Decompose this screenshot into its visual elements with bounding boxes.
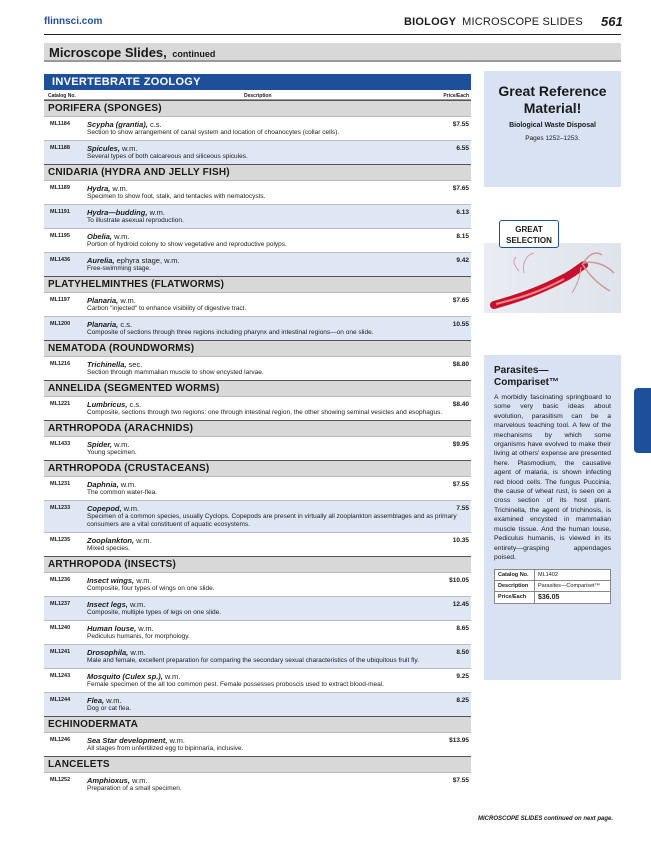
item-price: 7.55 — [456, 505, 469, 512]
group-header: CNIDARIA (HYDRA AND JELLY FISH) — [44, 164, 471, 180]
parasites-table — [494, 569, 611, 604]
item-name: Hydra—budding, w.m. — [87, 208, 165, 217]
item-description: Young specimen. — [87, 449, 137, 456]
catalog-number: ML1244 — [50, 697, 71, 703]
parasites-row-desc: Description Parasites—Compariset™ — [495, 580, 610, 591]
table-row[interactable] — [44, 500, 471, 532]
item-description: Carbon "injected" to enhance visibility of digestive tract. — [87, 305, 247, 312]
item-price: 8.65 — [456, 625, 469, 632]
group-header: ARTHROPODA (ARACHNIDS) — [44, 420, 471, 436]
item-description: Section through mammalian muscle to show encysted larvae. — [87, 369, 264, 376]
item-description: Section to show arrangement of canal system and location of choanocytes (collar cells). — [87, 129, 340, 136]
parasites-title: Parasites—Compariset™ — [494, 365, 560, 388]
group-header: PORIFERA (SPONGES) — [44, 100, 471, 116]
item-price: $7.65 — [452, 185, 469, 192]
item-description: Portion of hydroid colony to show vegetative and reproductive polyps. — [87, 241, 287, 248]
table-row[interactable] — [44, 532, 471, 556]
header-rule — [44, 34, 621, 35]
item-description: To illustrate asexual reproduction. — [87, 217, 184, 224]
table-row[interactable] — [44, 356, 471, 380]
item-description: Composite, four types of wings on one slide. — [87, 585, 215, 592]
selection-panel — [484, 216, 621, 310]
col-price: Price/Each — [443, 93, 469, 99]
reference-pages: Pages 1252–1253. — [525, 135, 580, 142]
item-name: Planaria, w.m. — [87, 296, 136, 305]
item-name: Human louse, w.m. — [87, 624, 154, 633]
parasites-panel — [484, 355, 621, 680]
group-header: PLATYHELMINTHES (FLATWORMS) — [44, 276, 471, 292]
reference-title: Great Reference Material! — [498, 83, 607, 116]
catalog-number: ML1243 — [50, 673, 71, 679]
item-price: 8.15 — [456, 233, 469, 240]
item-description: Composite, sections through two regions: one through intestinal region, the other showing seminal vesicles and esophagus. — [87, 409, 443, 416]
parasites-catalog: ML1402 — [538, 572, 558, 579]
item-price: $7.55 — [452, 777, 469, 784]
item-name: Sea Star development, w.m. — [87, 736, 185, 745]
banner-title: Microscope Slides, continued — [49, 45, 216, 60]
parasites-desc: Parasites—Compariset™ — [538, 583, 601, 590]
table-row[interactable] — [44, 596, 471, 620]
site-url[interactable]: flinnsci.com — [44, 16, 103, 27]
reference-body: Biological Waste Disposal — [509, 122, 596, 129]
table-row[interactable] — [44, 316, 471, 340]
parasites-row-price: Price/Each $36.05 — [495, 591, 610, 603]
item-name: Scypha (grantia), c.s. — [87, 120, 162, 129]
item-name: Obelia, w.m. — [87, 232, 130, 241]
category-header: INVERTEBRATE ZOOLOGY — [44, 74, 471, 90]
group-list — [44, 100, 471, 796]
item-price: 10.55 — [452, 321, 469, 328]
item-description: The common water-flea. — [87, 489, 158, 496]
item-price: $7.55 — [452, 121, 469, 128]
item-name: Trichinella, sec. — [87, 360, 143, 369]
item-name: Mosquito (Culex sp.), w.m. — [87, 672, 181, 681]
col-catalog: Catalog No. — [48, 93, 76, 99]
hydra-image — [484, 243, 621, 313]
item-description: Specimen of a common species, usually Cyclops. Copepods are present in virtually all zooplankton assemblages and as primary consumers are a vital constituent of aquatic ecosystems. — [87, 513, 457, 528]
item-description: Mixed species. — [87, 545, 130, 552]
catalog-number: ML1236 — [50, 577, 71, 583]
table-row[interactable] — [44, 732, 471, 756]
catalog-number: ML1188 — [50, 145, 70, 151]
group-header: ANNELIDA (SEGMENTED WORMS) — [44, 380, 471, 396]
item-name: Aurelia, ephyra stage, w.m. — [87, 256, 180, 265]
selection-badge: GREAT SELECTION — [499, 220, 559, 248]
table-row[interactable] — [44, 644, 471, 668]
table-row[interactable] — [44, 180, 471, 204]
item-price: 12.45 — [452, 601, 469, 608]
item-name: Daphnia, w.m. — [87, 480, 137, 489]
catalog-number: ML1184 — [50, 121, 70, 127]
item-price: 9.25 — [456, 673, 469, 680]
product-table — [44, 74, 471, 796]
table-row[interactable] — [44, 772, 471, 796]
col-description: Description — [244, 93, 272, 99]
table-row[interactable] — [44, 692, 471, 716]
table-row[interactable] — [44, 140, 471, 164]
table-row[interactable] — [44, 572, 471, 596]
item-description: Male and female, excellent preparation for comparing the secondary sexual characteristics of the ubiquitous fruit fly. — [87, 657, 419, 664]
group-header: NEMATODA (ROUNDWORMS) — [44, 340, 471, 356]
item-description: Composite, multiple types of legs on one slide. — [87, 609, 222, 616]
group-header: ARTHROPODA (CRUSTACEANS) — [44, 460, 471, 476]
parasites-body: A morbidly fascinating springboard to some very basic ideas about evolution, parasitism can be a marvelous teaching tool. A few of the mechanisms by which some organisms have evolved to make their living at others' expense are presented here. Plasmodium, the causative agent of malaria, is shown infecting red blood cells. The fungus Puccinia, the cause of wheat rust, is seen on a cross section of its host plant. Trichinella, the agent of trichinosis, is examined encysted in mammalian muscle tissue. And the human louse, Pediculus humanis, is viewed in its entirety—grasping appendages poised. — [494, 394, 611, 561]
column-headers — [44, 90, 471, 100]
item-name: Planaria, c.s. — [87, 320, 133, 329]
section-tab[interactable] — [634, 388, 651, 453]
item-price: $7.65 — [452, 297, 469, 304]
group-header: LANCELETS — [44, 756, 471, 772]
item-name: Insect wings, w.m. — [87, 576, 152, 585]
table-row[interactable] — [44, 476, 471, 500]
item-price: $8.40 — [452, 401, 469, 408]
item-description: Specimen to show foot, stalk, and tentacles with nematocysts. — [87, 193, 266, 200]
table-row[interactable] — [44, 252, 471, 276]
catalog-number: ML1252 — [50, 777, 71, 783]
item-name: Insect legs, w.m. — [87, 600, 146, 609]
item-name: Copepod, w.m. — [87, 504, 140, 513]
parasites-price: $36.05 — [538, 594, 560, 602]
catalog-number: ML1191 — [50, 209, 70, 215]
item-price: $8.80 — [452, 361, 469, 368]
item-name: Drosophila, w.m. — [87, 648, 146, 657]
catalog-number: ML1240 — [50, 625, 71, 631]
catalog-number: ML1197 — [50, 297, 70, 303]
catalog-number: ML1195 — [50, 233, 70, 239]
footer-note: MICROSCOPE SLIDES continued on next page. — [478, 816, 614, 822]
catalog-number: ML1221 — [50, 401, 71, 407]
catalog-number: ML1246 — [50, 737, 71, 743]
catalog-number: ML1433 — [50, 441, 71, 447]
item-description: Dog or cat flea. — [87, 705, 132, 712]
catalog-number: ML1436 — [50, 257, 71, 263]
item-price: 8.25 — [456, 697, 469, 704]
item-name: Lumbricus, c.s. — [87, 400, 142, 409]
table-row[interactable] — [44, 396, 471, 420]
item-name: Hydra, w.m. — [87, 184, 128, 193]
item-price: $9.95 — [452, 441, 469, 448]
item-price: 10.35 — [452, 537, 469, 544]
item-price: 6.55 — [456, 145, 469, 152]
catalog-number: ML1189 — [50, 185, 70, 191]
page-number: 561 — [601, 14, 623, 29]
item-description: Several types of both calcareous and siliceous spicules. — [87, 153, 248, 160]
group-header: ARTHROPODA (INSECTS) — [44, 556, 471, 572]
table-row[interactable] — [44, 436, 471, 460]
item-price: 9.42 — [456, 257, 469, 264]
item-price: $7.55 — [452, 481, 469, 488]
table-row[interactable] — [44, 620, 471, 644]
item-name: Spider, w.m. — [87, 440, 130, 449]
catalog-number: ML1237 — [50, 601, 71, 607]
item-name: Amphioxus, w.m. — [87, 776, 148, 785]
item-description: Preparation of a small specimen. — [87, 785, 182, 792]
item-name: Spicules, w.m. — [87, 144, 138, 153]
item-description: Free-swimming stage. — [87, 265, 151, 272]
table-row[interactable] — [44, 228, 471, 252]
section-banner — [44, 43, 621, 62]
reference-panel — [484, 71, 621, 187]
group-header: ECHINODERMATA — [44, 716, 471, 732]
table-row[interactable] — [44, 204, 471, 228]
catalog-number: ML1200 — [50, 321, 71, 327]
table-row[interactable] — [44, 116, 471, 140]
catalog-number: ML1241 — [50, 649, 71, 655]
page-header — [0, 0, 651, 38]
item-name: Flea, w.m. — [87, 696, 122, 705]
catalog-number: ML1235 — [50, 537, 71, 543]
parasites-row-catalog: Catalog No. ML1402 — [495, 570, 610, 580]
item-description: All stages from unfertilized egg to bipinnaria, inclusive. — [87, 745, 244, 752]
item-description: Female specimen of the all too common pest. Female possesses proboscis used to extract blood-meal. — [87, 681, 384, 688]
item-description: Composite of sections through three regions including pharynx and intestinal regions—on one slide. — [87, 329, 374, 336]
catalog-number: ML1216 — [50, 361, 71, 367]
item-price: 6.13 — [456, 209, 469, 216]
section-title: BIOLOGY MICROSCOPE SLIDES — [404, 16, 583, 28]
item-name: Zooplankton, w.m. — [87, 536, 152, 545]
specimen-photo — [484, 243, 621, 313]
catalog-number: ML1233 — [50, 505, 71, 511]
catalog-number: ML1231 — [50, 481, 71, 487]
item-price: $13.95 — [449, 737, 469, 744]
item-price: $10.05 — [449, 577, 469, 584]
item-price: 8.50 — [456, 649, 469, 656]
table-row[interactable] — [44, 668, 471, 692]
table-row[interactable] — [44, 292, 471, 316]
item-description: Pediculus humanis, for morphology. — [87, 633, 190, 640]
